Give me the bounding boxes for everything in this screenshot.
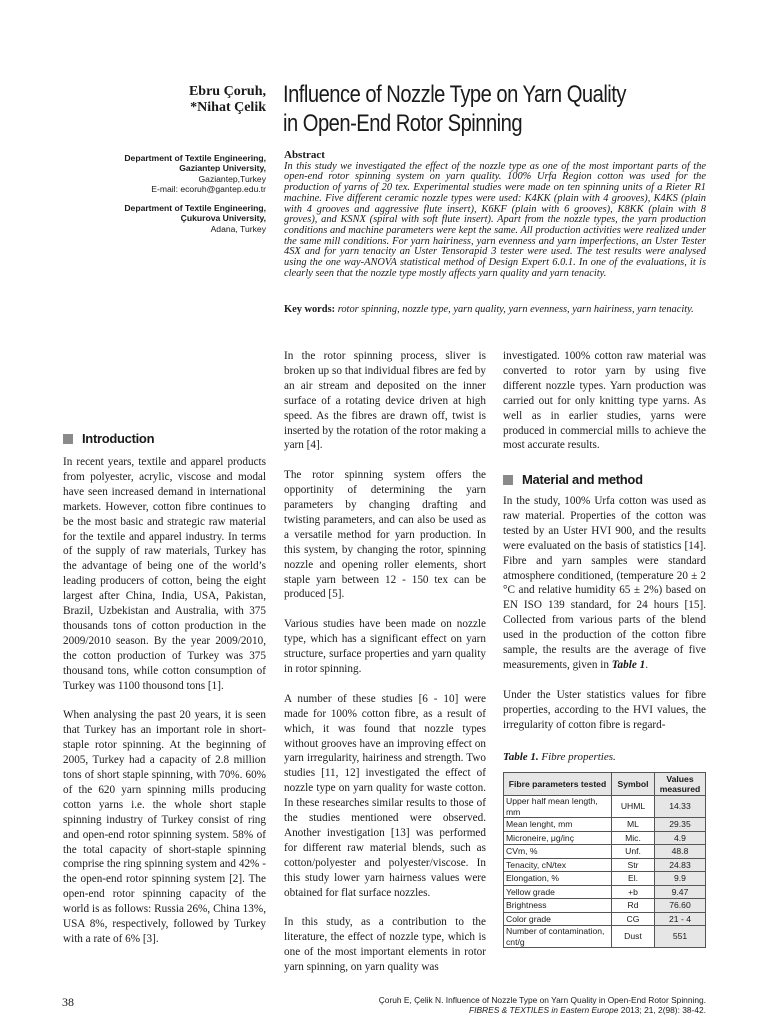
col3-paragraph-2 [503, 494, 706, 673]
table-row [504, 818, 706, 832]
affiliation-2 [100, 203, 266, 234]
affiliation-1-univ: Gaziantep University, [179, 163, 266, 174]
table-row [504, 845, 706, 859]
title-line-2: in Open-End Rotor Spinning [283, 110, 523, 137]
column-2 [284, 349, 486, 990]
table-row [504, 899, 706, 913]
author-2: *Nihat Çelik [190, 100, 266, 115]
title-line-1: Influence of Nozzle Type on Yarn Quality [283, 81, 626, 108]
table-cell-value: 9.9 [655, 872, 706, 886]
table-row [504, 872, 706, 886]
table-cell-symbol: El. [612, 872, 655, 886]
table-row [504, 831, 706, 845]
col3-paragraph-2-text: In the study, 100% Urfa cotton was used as raw material. Properties of the cotton was tested by an Uster HVI 900, and the results were evaluated on the basis of statistics [14]. Fibre and yarn samples were standard atmosphere conditioned, (temperature 20 ± 2 °C and relative humidity 65 ± 2%) based on EN ISO 139 standard, for 24 hours [15]. Collected from various parts of the blend used in the production of the cotton fibre sample, the results are the average of five measurements, given in [503, 495, 706, 671]
section-square-icon [63, 434, 73, 444]
introduction-heading-text: Introduction [82, 431, 155, 446]
table-cell-parameter: Mean lenght, mm [504, 818, 612, 832]
table-caption-label: Table 1. [503, 751, 539, 763]
section-square-icon [503, 475, 513, 485]
material-method-heading [503, 472, 643, 487]
table-cell-parameter: Microneire, μg/inç [504, 831, 612, 845]
table-row [504, 926, 706, 948]
affiliation-2-univ: Çukurova University, [180, 213, 266, 224]
col2-paragraph-1: In the rotor spinning process, sliver is broken up so that individual fibres are fed by an air stream and deposited on the inner surface of a rotating device driven at high speed. As the fibres are drawn off, twist is inserted by the rotation of the rotor making a yarn [4]. [284, 350, 486, 452]
table-cell-parameter: Upper half mean length, mm [504, 796, 612, 818]
table-row [504, 796, 706, 818]
col2-paragraph-4: A number of these studies [6 - 10] were made for 100% cotton fibre, as a result of which, it was found that nozzle types without grooves have an improving effect on yarn irregularity, hairiness and strength. Two studies [11, 12] investigated the effect of nozzle type on yarn quality for waste cotton. In these researches similar results to those of the studies mentioned were observed. Another investigation [13] was performed for different raw material blends, such as cotton/polyester and polyester/viscose. In this study lower yarn hairness values were obtained for flat surface nozzles. [284, 692, 486, 899]
affiliation-1-email: E-mail: ecoruh@gantep.edu.tr [151, 183, 266, 194]
affiliation-1-city: Gaziantep,Turkey [198, 173, 266, 184]
citation-line-2 [360, 1005, 706, 1015]
table-cell-parameter: Number of contamination, cnt/g [504, 926, 612, 948]
authors [110, 84, 266, 116]
table-cell-symbol: Dust [612, 926, 655, 948]
table-cell-symbol: Rd [612, 899, 655, 913]
table-row [504, 858, 706, 872]
keywords [284, 305, 706, 316]
table-cell-value: 9.47 [655, 885, 706, 899]
table-cell-symbol: UHML [612, 796, 655, 818]
col3-paragraph-1: investigated. 100% cotton raw material was converted to rotor yarn by using five different nozzle types. Yarn production was carried out for only knitting type yarns. As well as in earlier studies, yarns were produced in commercial mills to achieve the most accurate results. [503, 350, 706, 452]
col3-paragraph-2-end: . [645, 658, 649, 671]
table-cell-value: 551 [655, 926, 706, 948]
table-cell-symbol: Str [612, 858, 655, 872]
column-1 [63, 455, 266, 962]
col2-paragraph-2: The rotor spinning system offers the opportinity of determining the yarn parameters by changing drafting and twisting parameters, and can also be used as a versatile method for yarn production. In this system, by changing the rotor, spinning nozzle and opening roller elements, short staple yarn between 12 - 150 tex can be produced [5]. [284, 469, 486, 601]
abstract-heading: Abstract [284, 149, 325, 161]
paper-title [283, 80, 653, 138]
table-cell-parameter: Tenacity, cN/tex [504, 858, 612, 872]
table-1-ref: Table 1 [611, 658, 646, 671]
table-cell-parameter: Elongation, % [504, 872, 612, 886]
abstract-text: In this study we investigated the effect of the nozzle type as one of the most important parts of the open-end rotor spinning system on yarn quality. 100% Urfa Region cotton was used for the production of yarns of 20 tex. Experimental studies were made on ten spinning units of a Rieter R1 machine. Five different ceramic nozzle types were used: K4KK (plain with 4 grooves), K4KS (plain with 4 grooves and aggressive flute insert), K6KF (plain with 6 grooves), K8KK (plain with 8 groves), and KSNX (spiral with soft flute insert). Apart from the nozzle types, the yarn production conditions and machine parameters were kept the same. All production activities were realized under the same mill conditions. For yarn hairiness, yarn evenness and yarn imperfections, an Uster Tester 4SX and for yarn tenacity an Uster Tensorapid 3 tester were used. The test results were analysed using the one way-ANOVA statistical method of Design Expert 6.0.1. In one of the evaluations, it is clearly seen that the nozzle type mostly affects yarn quality and yarn tenacity. [284, 160, 706, 279]
table-cell-parameter: Color grade [504, 912, 612, 926]
col2-paragraph-5: In this study, as a contribution to the literature, the effect of nozzle type, which is one of the most important elements in rotor yarn spinning, on yarn quality was [284, 916, 486, 974]
table-caption [503, 751, 616, 763]
table-cell-symbol: CG [612, 912, 655, 926]
table-cell-value: 29.35 [655, 818, 706, 832]
table-cell-value: 76.60 [655, 899, 706, 913]
fibre-properties-table [503, 772, 706, 948]
table-cell-value: 4.9 [655, 831, 706, 845]
column-3-lower [503, 494, 706, 747]
citation-rest: 2013; 21, 2(98): 38-42. [618, 1005, 706, 1015]
col2-paragraph-3: Various studies have been made on nozzle type, which has a significant effect on yarn structure, surface properties and yarn quality in rotor spinning. [284, 618, 486, 675]
intro-paragraph-2: When analysing the past 20 years, it is seen that Turkey has an important role in short-staple rotor spinning. At the beginning of 2005, Turkey had a capacity of 2.8 million tons of short staple spinning, with 70%. 60% of the 620 yarn spinning mills producing cotton yarns i.e. the whole short staple spinning industry of Turkey consist of ring and open-end rotor spinning system. 58% of the total capacity of short-staple spinning comprise the ring spinning system and 42% - the open-end rotor spinning system [2]. The open-end rotor spinning capacity of the world is as follows: Russia 26%, China 13%, USA 8%, respectively, followed by Turkey with a rate of 6% [3]. [63, 709, 266, 945]
page-number: 38 [62, 995, 74, 1009]
citation-line-1: Çoruh E, Çelik N. Influence of Nozzle Type on Yarn Quality in Open-End Rotor Spinning. [378, 995, 706, 1005]
table-cell-parameter: Brightness [504, 899, 612, 913]
affiliation-1-dept: Department of Textile Engineering, [124, 153, 266, 163]
table-cell-value: 24.83 [655, 858, 706, 872]
keywords-label: Key words: [284, 304, 336, 315]
table-cell-parameter: CVm, % [504, 845, 612, 859]
table-header-parameter: Fibre parameters tested [504, 773, 612, 796]
table-caption-text: Fibre properties. [541, 751, 616, 763]
affiliation-2-city: Adana, Turkey [210, 223, 266, 234]
affiliation-2-dept: Department of Textile Engineering, [124, 203, 266, 213]
author-1: Ebru Çoruh, [188, 84, 266, 99]
table-cell-value: 48.8 [655, 845, 706, 859]
intro-paragraph-1: In recent years, textile and apparel products from polyester, acrylic, viscose and modal have seen increased demand in international markets. However, cotton fibre continues to be the most basic and strategic raw material for the textile and apparel industry. In terms of the supply of raw materials, Turkey has the advantage of being one of the world’s leading producers of cotton, being the eight largest after China, India, USA, Pakistan, Brazil, Uzbekistan and Australia, with 375 thousands tons of cotton production in the 2009/2010 season. By the year 2009/2010, the cotton production of Turkey was 375 thousand tons, while cotton consumption of Turkey was 1100 thousond tons [1]. [63, 456, 266, 692]
column-3 [503, 349, 706, 468]
table-row [504, 885, 706, 899]
table-cell-value: 21 - 4 [655, 912, 706, 926]
table-row [504, 912, 706, 926]
introduction-heading [63, 431, 154, 446]
abstract [284, 150, 706, 279]
table-cell-parameter: Yellow grade [504, 885, 612, 899]
table-cell-symbol: Mic. [612, 831, 655, 845]
table-header-value: Values measured [655, 773, 706, 796]
material-method-heading-text: Material and method [522, 472, 643, 487]
affiliation-1 [100, 153, 266, 194]
table-cell-value: 14.33 [655, 796, 706, 818]
table-header-symbol: Symbol [612, 773, 655, 796]
table-cell-symbol: Unf. [612, 845, 655, 859]
citation-journal: FIBRES & TEXTILES in Eastern Europe [469, 1005, 619, 1015]
keywords-text: rotor spinning, nozzle type, yarn quality, yarn evenness, yarn hairiness, yarn tenacity. [337, 304, 694, 315]
citation [360, 995, 706, 1015]
table-cell-symbol: ML [612, 818, 655, 832]
table-cell-symbol: +b [612, 885, 655, 899]
col3-paragraph-3: Under the Uster statistics values for fibre properties, according to the HVI values, the irregularity of cotton fibre is regard- [503, 688, 706, 731]
